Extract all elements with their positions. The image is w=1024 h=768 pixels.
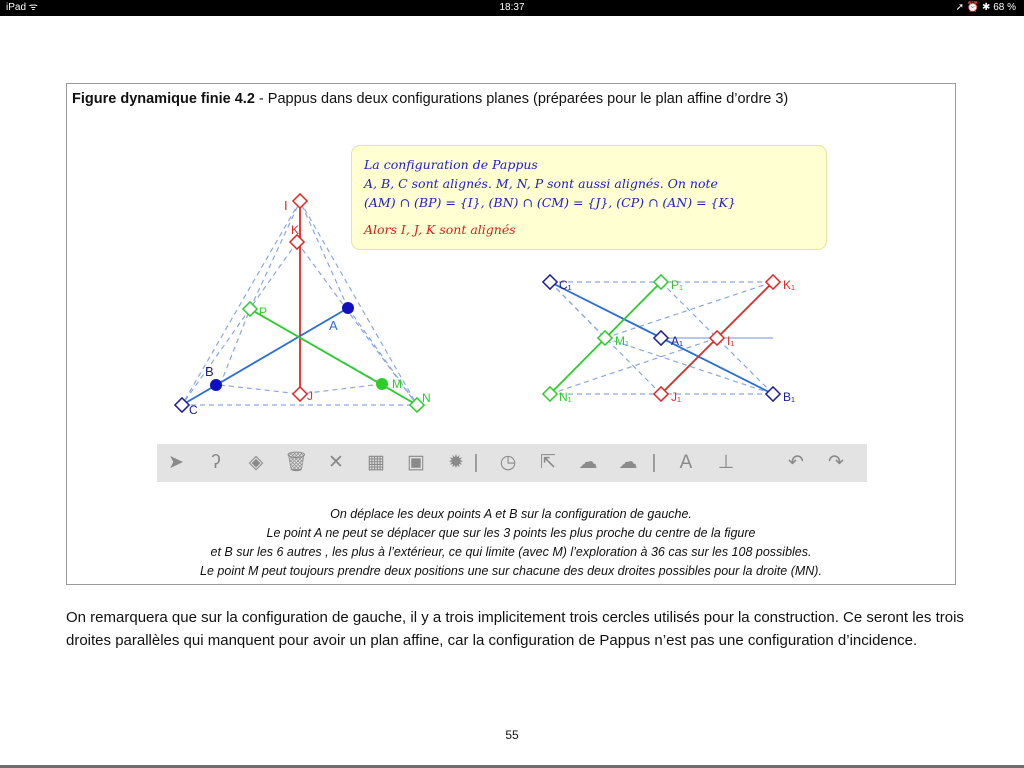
point-B[interactable] [210, 379, 222, 391]
note-line-4: Alors I, J, K sont alignés [364, 222, 516, 237]
label-I1: I₁ [727, 334, 735, 348]
label-P1: P₁ [671, 278, 684, 292]
label-A1: A₁ [671, 334, 684, 348]
point-K[interactable] [290, 235, 304, 249]
device-label: iPad ᯤ [6, 2, 38, 13]
label-M: M [392, 377, 402, 391]
note-line-3: (AM) ∩ (BP) = {I}, (BN) ∩ (CM) = {J}, (CP) ∩ (AN) = {K} [364, 195, 736, 210]
label-K: K [291, 223, 300, 237]
text-icon[interactable]: A [679, 452, 693, 473]
window-icon[interactable]: ▣ [407, 452, 425, 473]
redo-icon[interactable]: ↷ [828, 452, 844, 473]
body-paragraph: On remarquera que sur la configuration de gauche, il y a trois implicitement trois cercles utilisés pour la construction. Ce seront les trois droites parallèles qui manquent pour avoir un plan affine, car la configuration de Pappus n’est pas une configuration d’incidence. [66, 609, 964, 649]
caption-text: - Pappus dans deux configurations planes (préparées pour le plan affine d’ordre 3) [254, 91, 789, 107]
note-line-1: La configuration de Pappus [364, 157, 538, 172]
caption-title: Figure dynamique finie 4.2 [72, 91, 255, 107]
separator-icon: | [473, 452, 479, 473]
stopwatch-icon[interactable]: ◷ [499, 452, 517, 473]
trash-icon[interactable]: 🗑 [283, 452, 309, 473]
label-I: I [284, 198, 288, 213]
clock: 18:37 [499, 2, 525, 13]
label-N: N [422, 391, 431, 405]
status-indicators: ➚ ⏰ ✱ 68 % [955, 2, 1016, 13]
label-J: J [307, 389, 313, 403]
note-line-2: A, B, C sont alignés. M, N, P sont aussi alignés. On note [364, 176, 718, 191]
label-B1: B₁ [783, 390, 796, 404]
separator-icon-2: | [651, 452, 657, 473]
figure-box [66, 83, 956, 585]
page-number: 55 [505, 728, 519, 742]
calculator-icon[interactable]: ▦ [367, 452, 385, 473]
geometry-canvas [67, 84, 955, 444]
axes-icon[interactable]: ⊥ [717, 452, 735, 473]
undo-icon[interactable]: ↶ [788, 452, 804, 473]
point-C1[interactable] [543, 275, 557, 289]
description-line-3: et B sur les 6 autres , les plus à l’extérieur, ce qui limite (avec M) l’exploration à 36 cas sur les 108 possibles. [210, 545, 812, 559]
status-bar [0, 0, 1024, 16]
point-A[interactable] [342, 302, 354, 314]
label-K1: K₁ [783, 278, 796, 292]
geometry-toolbar [157, 444, 867, 482]
pencil-icon[interactable]: ʔ [211, 452, 221, 473]
point-P[interactable] [243, 302, 257, 316]
cloud-upload-icon[interactable]: ☁ [618, 452, 638, 473]
point-I[interactable] [293, 194, 307, 208]
label-M1: M₁ [615, 334, 630, 348]
description-line-1: On déplace les deux points A et B sur la configuration de gauche. [330, 507, 692, 521]
label-A: A [329, 318, 338, 333]
point-M[interactable] [376, 378, 388, 390]
pappus-note [351, 145, 827, 250]
point-C[interactable] [175, 398, 189, 412]
eraser-icon[interactable]: ◈ [248, 452, 264, 473]
point-J[interactable] [293, 387, 307, 401]
label-C: C [189, 403, 198, 417]
label-N1: N₁ [559, 390, 572, 404]
label-J1: J₁ [671, 390, 682, 404]
description-line-2: Le point A ne peut se déplacer que sur les 3 points les plus proche du centre de la figure [266, 526, 756, 540]
arrow-pointer-icon[interactable]: ➤ [168, 452, 184, 473]
label-P: P [259, 305, 268, 319]
gear-icon[interactable]: ✹ [448, 452, 464, 473]
tools-icon[interactable]: ✕ [328, 452, 344, 473]
description-line-4: Le point M peut toujours prendre deux positions une sur chacune des deux droites possibles pour la droite (MN). [200, 564, 822, 578]
share-icon[interactable]: ⇱ [540, 452, 556, 473]
point-A1[interactable] [654, 331, 668, 345]
point-B1[interactable] [766, 387, 780, 401]
cloud-download-icon[interactable]: ☁ [578, 452, 598, 473]
label-C1: C₁ [559, 278, 572, 292]
label-B: B [205, 364, 214, 379]
